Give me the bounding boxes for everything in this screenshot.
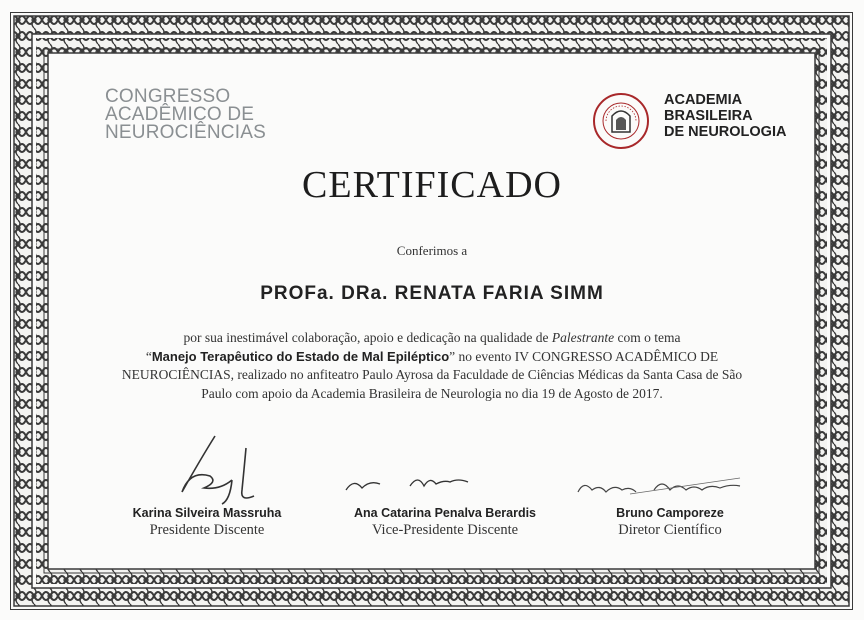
- quote-open: “: [145, 348, 152, 364]
- signer-name: Karina Silveira Massruha: [132, 506, 282, 520]
- signer-role: Vice-Presidente Discente: [371, 522, 519, 538]
- confirm-text: Conferimos a: [396, 243, 468, 258]
- recipient-name: PROFa. DRa. RENATA FARIA SIMM: [260, 283, 604, 304]
- congress-logo-line: ACADÊMICO DE: [105, 104, 255, 125]
- congress-logo-line: NEUROCIÊNCIAS: [105, 122, 266, 143]
- congress-logo: [105, 88, 266, 142]
- academy-logo-line: DE NEUROLOGIA: [664, 124, 787, 140]
- signature-bruno-icon: [570, 472, 750, 504]
- signer-role: Diretor Científico: [618, 522, 722, 538]
- academy-seal-icon: [592, 92, 650, 150]
- body-part1: por sua inestimável colaboração, apoio e dedicação na qualidade de: [183, 330, 552, 345]
- academy-logo-line: BRASILEIRA: [664, 108, 753, 124]
- body-theme: Manejo Terapêutico do Estado de Mal Epiléptico: [151, 348, 450, 364]
- signer-role: Presidente Discente: [149, 522, 265, 538]
- signature-block: [330, 506, 560, 539]
- academy-logo-text: [664, 92, 786, 140]
- body-part3: no evento IV CONGRESSO ACADÊMICO DE NEUROCIÊNCIAS, realizado no anfiteatro Paulo Ayrosa da Faculdade de Ciências Médicas da Santa Casa de São Paulo com apoio da Academia Brasileira de Neurologia no dia 19 de Agosto de 2017.: [121, 348, 743, 401]
- signature-ana-icon: [340, 468, 480, 498]
- signature-karina-icon: [160, 430, 280, 510]
- congress-logo-line: CONGRESSO: [105, 86, 231, 107]
- certificate-title: CERTIFICADO: [302, 164, 562, 206]
- certificate-body: [118, 329, 746, 403]
- quote-close: ”: [449, 348, 456, 364]
- signature-block: [112, 506, 302, 539]
- signature-block: [585, 506, 755, 539]
- academy-logo-line: ACADEMIA: [664, 92, 743, 108]
- body-role: Palestrante: [551, 330, 615, 345]
- signer-name: Ana Catarina Penalva Berardis: [353, 506, 537, 520]
- signer-name: Bruno Camporeze: [616, 506, 724, 520]
- body-part2: com o tema: [614, 330, 681, 345]
